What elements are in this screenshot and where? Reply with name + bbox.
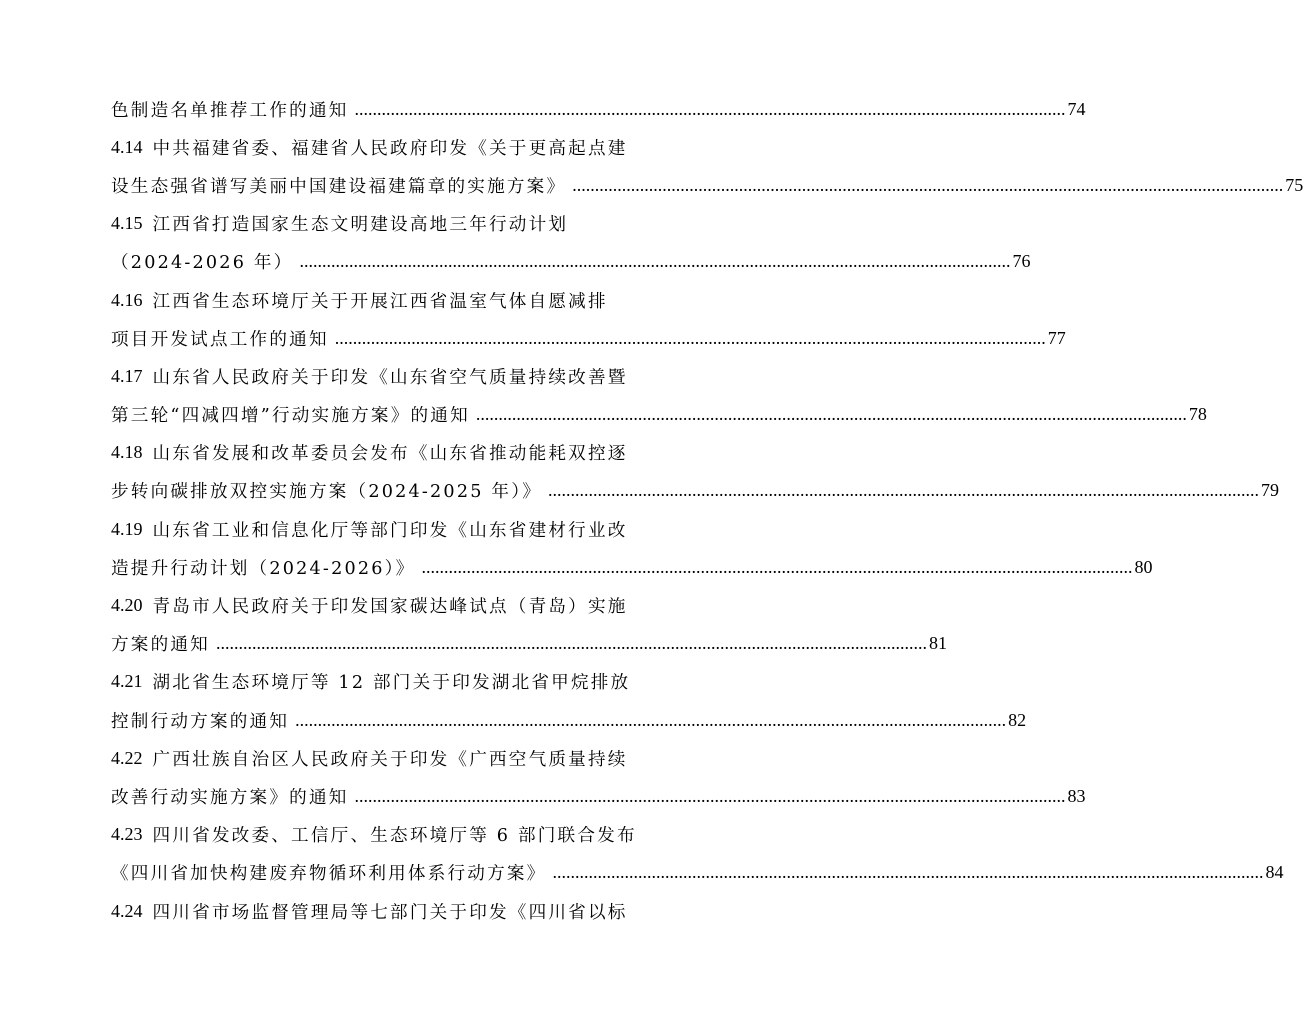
toc-line: [111, 625, 947, 663]
toc-entry-title[interactable]: 湖北省生态环境厅等 12 部门关于印发湖北省甲烷排放: [152, 673, 631, 694]
toc-entry-title-cont[interactable]: （2024-2026 年）: [111, 253, 294, 274]
dot-leader: [572, 175, 1283, 196]
toc-section-number: 4.14: [111, 136, 143, 157]
dot-leader: [295, 710, 1006, 731]
toc-entry-title-cont[interactable]: 控制行动方案的通知: [111, 711, 290, 732]
dot-leader: [548, 480, 1259, 501]
toc-line: [111, 816, 637, 854]
toc-section-number: 4.22: [111, 747, 143, 768]
table-of-contents: [111, 90, 1303, 930]
toc-page-number[interactable]: 81: [928, 633, 947, 654]
toc-page-number[interactable]: 79: [1261, 480, 1279, 501]
toc-page-number[interactable]: 80: [1134, 556, 1153, 577]
toc-entry-title[interactable]: 中共福建省委、福建省人民政府印发《关于更高起点建: [152, 138, 628, 159]
toc-entry-title[interactable]: 山东省发展和改革委员会发布《山东省推动能耗双控逐: [152, 444, 628, 465]
toc-line: [111, 319, 1066, 357]
dot-leader: [355, 786, 1066, 807]
toc-line: [111, 854, 1284, 892]
toc-entry-title-cont[interactable]: 方案的通知: [111, 635, 210, 656]
toc-line: [111, 205, 614, 243]
dot-leader: [335, 328, 1046, 349]
dot-leader: [216, 633, 927, 654]
toc-entry-title-cont[interactable]: 设生态强省谱写美丽中国建设福建篇章的实施方案》: [111, 176, 567, 197]
toc-section-number: 4.18: [111, 442, 143, 463]
toc-line: [111, 472, 1279, 510]
toc-line: [111, 396, 1207, 434]
dot-leader: [476, 404, 1187, 425]
dot-leader: [299, 251, 1010, 272]
toc-line: [111, 90, 1086, 128]
toc-entry-title[interactable]: 山东省人民政府关于印发《山东省空气质量持续改善暨: [152, 367, 628, 388]
toc-line: [111, 434, 628, 472]
toc-line: [111, 701, 1027, 739]
toc-entry-title[interactable]: 山东省工业和信息化厅等部门印发《山东省建材行业改: [152, 520, 628, 541]
toc-entry-title-cont[interactable]: 第三轮“四减四增”行动实施方案》的通知: [111, 406, 470, 427]
toc-section-number: 4.23: [111, 824, 143, 845]
toc-line: [111, 739, 628, 777]
toc-page-number[interactable]: 83: [1067, 785, 1086, 806]
toc-line: [111, 357, 628, 395]
dot-leader: [421, 557, 1132, 578]
toc-section-number: 4.15: [111, 213, 143, 234]
toc-entry-title-cont[interactable]: 《四川省加快构建废弃物循环利用体系行动方案》: [111, 864, 547, 885]
toc-page-number[interactable]: 75: [1285, 174, 1303, 195]
toc-page-number[interactable]: 76: [1012, 251, 1031, 272]
toc-entry-title[interactable]: 四川省发改委、工信厅、生态环境厅等 6 部门联合发布: [152, 826, 637, 847]
toc-line: [111, 510, 628, 548]
toc-page-number[interactable]: 78: [1188, 404, 1207, 425]
toc-line: [111, 243, 1031, 281]
toc-section-number: 4.24: [111, 900, 143, 921]
toc-line: [111, 166, 1303, 204]
toc-line: [111, 777, 1086, 815]
toc-entry-title-cont[interactable]: 造提升行动计划（2024-2026）》: [111, 558, 416, 579]
toc-entry-title[interactable]: 四川省市场监督管理局等七部门关于印发《四川省以标: [152, 902, 628, 923]
toc-page-number[interactable]: 82: [1008, 709, 1027, 730]
toc-page-number[interactable]: 74: [1067, 98, 1086, 119]
dot-leader: [355, 99, 1066, 120]
toc-section-number: 4.17: [111, 365, 143, 386]
toc-entry-title[interactable]: 青岛市人民政府关于印发国家碳达峰试点（青岛）实施: [152, 597, 628, 618]
toc-section-number: 4.21: [111, 671, 143, 692]
toc-entry-title[interactable]: 广西壮族自治区人民政府关于印发《广西空气质量持续: [152, 749, 628, 770]
toc-entry-title[interactable]: 江西省打造国家生态文明建设高地三年行动计划: [152, 215, 569, 236]
toc-line: [111, 548, 1153, 586]
toc-page-number[interactable]: 84: [1265, 862, 1284, 883]
toc-entry-title-cont[interactable]: 项目开发试点工作的通知: [111, 329, 329, 350]
toc-line: [111, 663, 631, 701]
toc-line: [111, 281, 614, 319]
dot-leader: [552, 862, 1263, 883]
toc-line: [111, 586, 628, 624]
toc-line: [111, 892, 628, 930]
toc-entry-title[interactable]: 江西省生态环境厅关于开展江西省温室气体自愿减排: [152, 291, 608, 312]
toc-entry-text: 色制造名单推荐工作的通知: [111, 100, 349, 121]
toc-section-number: 4.16: [111, 289, 143, 310]
toc-section-number: 4.19: [111, 518, 143, 539]
toc-section-number: 4.20: [111, 595, 143, 616]
toc-entry-title-cont[interactable]: 步转向碳排放双控实施方案（2024-2025 年）》: [111, 482, 542, 503]
toc-line: [111, 128, 628, 166]
toc-entry-title-cont[interactable]: 改善行动实施方案》的通知: [111, 787, 349, 808]
toc-page-number[interactable]: 77: [1047, 327, 1066, 348]
